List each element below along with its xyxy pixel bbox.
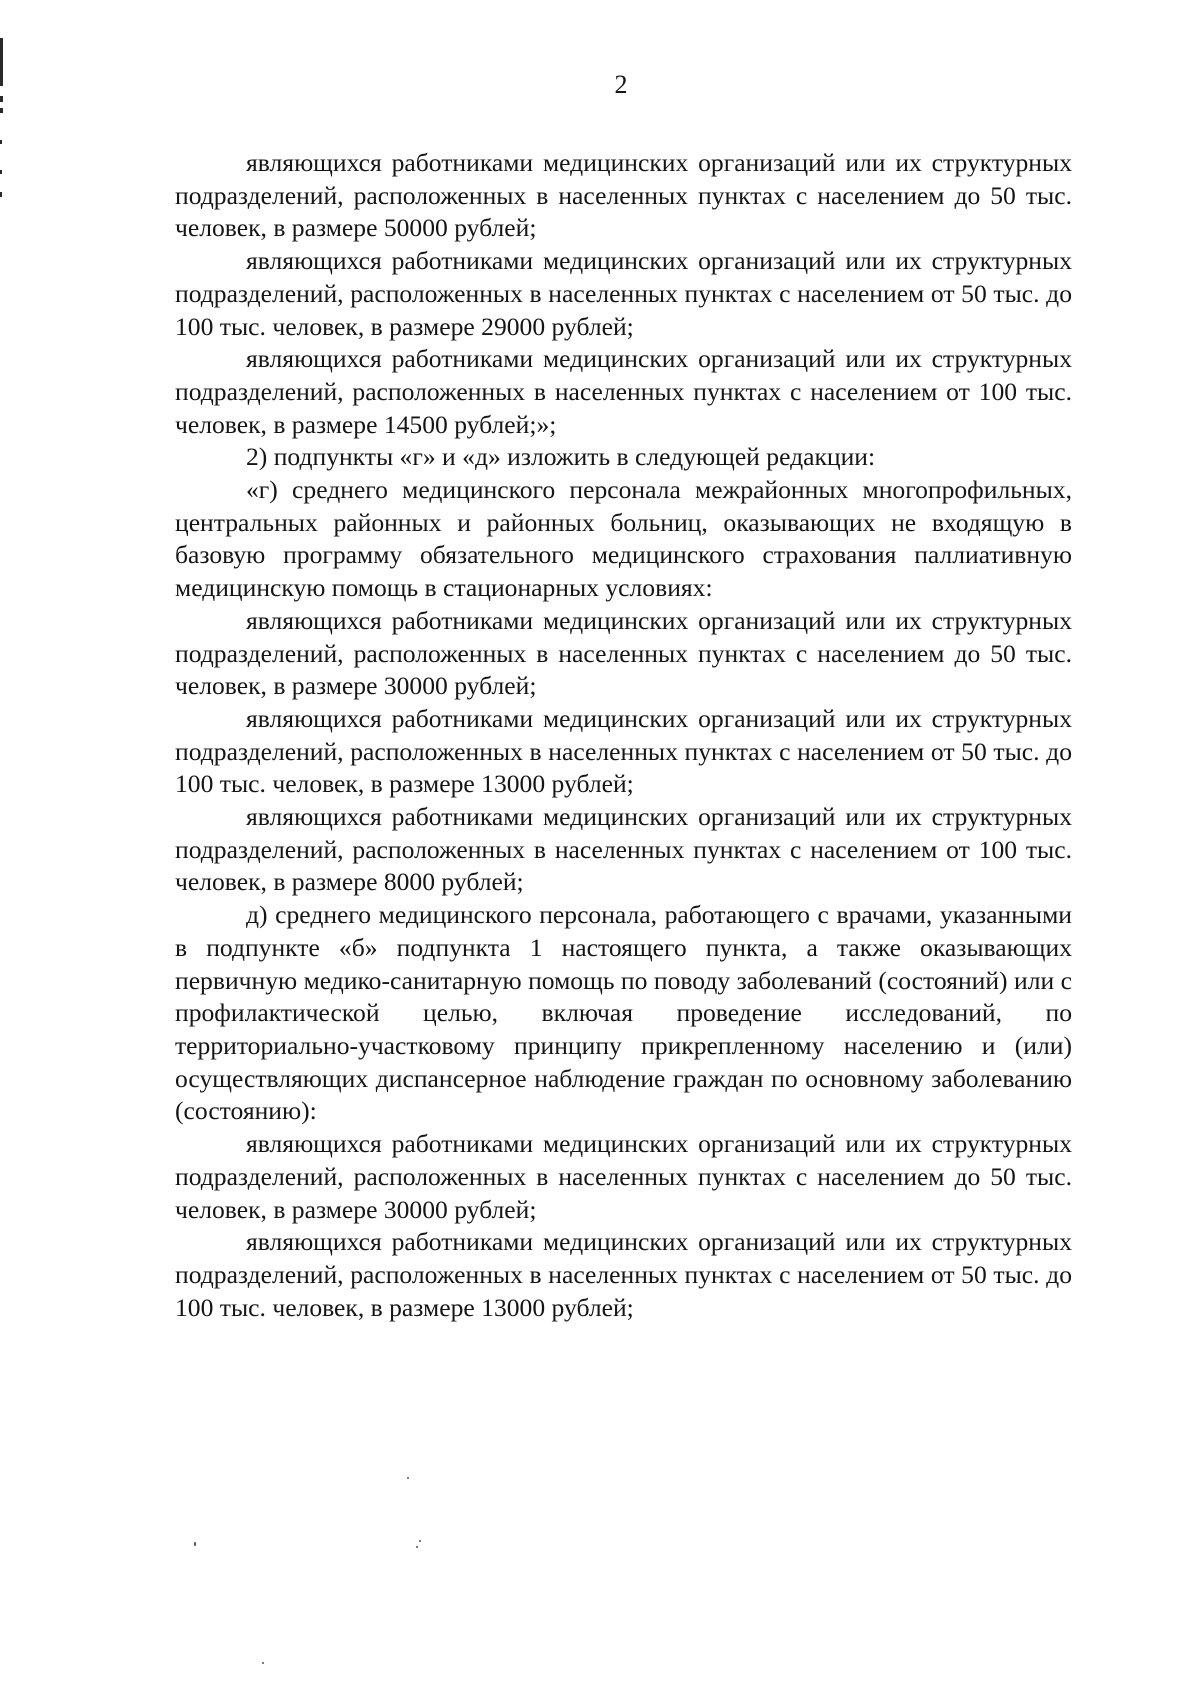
scan-speck bbox=[419, 1540, 421, 1542]
paragraph: 2) подпункты «г» и «д» изложить в следующей редакции: bbox=[246, 442, 876, 472]
scan-margin-mark bbox=[0, 108, 3, 113]
page-number: 2 bbox=[614, 70, 628, 99]
paragraph: являющихся работниками медицинских организаций или их структурных подразделений, расположенных в населенных пунктах с населением от 100 тыс. человек, в размере 8000 рублей; bbox=[175, 802, 1072, 897]
scan-speck bbox=[416, 1546, 418, 1548]
paragraph: являющихся работниками медицинских организаций или их структурных подразделений, расположенных в населенных пунктах с населением от 50 тыс. до 100 тыс. человек, в размере 13000 рублей; bbox=[175, 1227, 1072, 1322]
scan-margin-mark bbox=[0, 192, 2, 197]
scan-speck bbox=[407, 1477, 409, 1479]
paragraph: являющихся работниками медицинских организаций или их структурных подразделений, расположенных в населенных пунктах с населением от 50 тыс. до 100 тыс. человек, в размере 13000 рублей; bbox=[175, 703, 1072, 799]
scan-speck bbox=[194, 1542, 196, 1546]
paragraph: «г) среднего медицинского персонала межрайонных многопрофильных, центральных районных и районных больниц, оказывающих не входящую в базовую программу обязательного медицинского страхования паллиативную медицинскую помощь в стационарных условиях: bbox=[175, 475, 1072, 603]
paragraph: являющихся работниками медицинских организаций или их структурных подразделений, расположенных в населенных пунктах с населением от 50 тыс. до 100 тыс. человек, в размере 29000 рублей; bbox=[175, 246, 1072, 341]
scan-margin-mark bbox=[0, 170, 2, 174]
scan-margin-mark bbox=[0, 140, 2, 144]
paragraph: являющихся работниками медицинских организаций или их структурных подразделений, расположенных в населенных пунктах с населением до 50 тыс. человек, в размере 50000 рублей; bbox=[175, 148, 1072, 243]
paragraph: д) среднего медицинского персонала, работающего с врачами, указанными в подпункте «б» подпункта 1 настоящего пункта, а также оказывающих первичную медико-санитарную помощь по поводу заболеваний (состояний) или с профилактической целью, включая проведение исследований, по территориально-участковому принципу прикрепленному населению и (или) осуществляющих диспансерное наблюдение граждан по основному заболеванию (состоянию): bbox=[175, 900, 1072, 1126]
document-body bbox=[175, 147, 1072, 1324]
paragraph: являющихся работниками медицинских организаций или их структурных подразделений, расположенных в населенных пунктах с населением до 50 тыс. человек, в размере 30000 рублей; bbox=[175, 605, 1072, 701]
scan-speck bbox=[262, 1662, 264, 1664]
paragraph: являющихся работниками медицинских организаций или их структурных подразделений, расположенных в населенных пунктах с населением до 50 тыс. человек, в размере 30000 рублей; bbox=[175, 1129, 1072, 1224]
paragraph: являющихся работниками медицинских организаций или их структурных подразделений, расположенных в населенных пунктах с населением от 100 тыс. человек, в размере 14500 рублей;»; bbox=[175, 344, 1072, 439]
